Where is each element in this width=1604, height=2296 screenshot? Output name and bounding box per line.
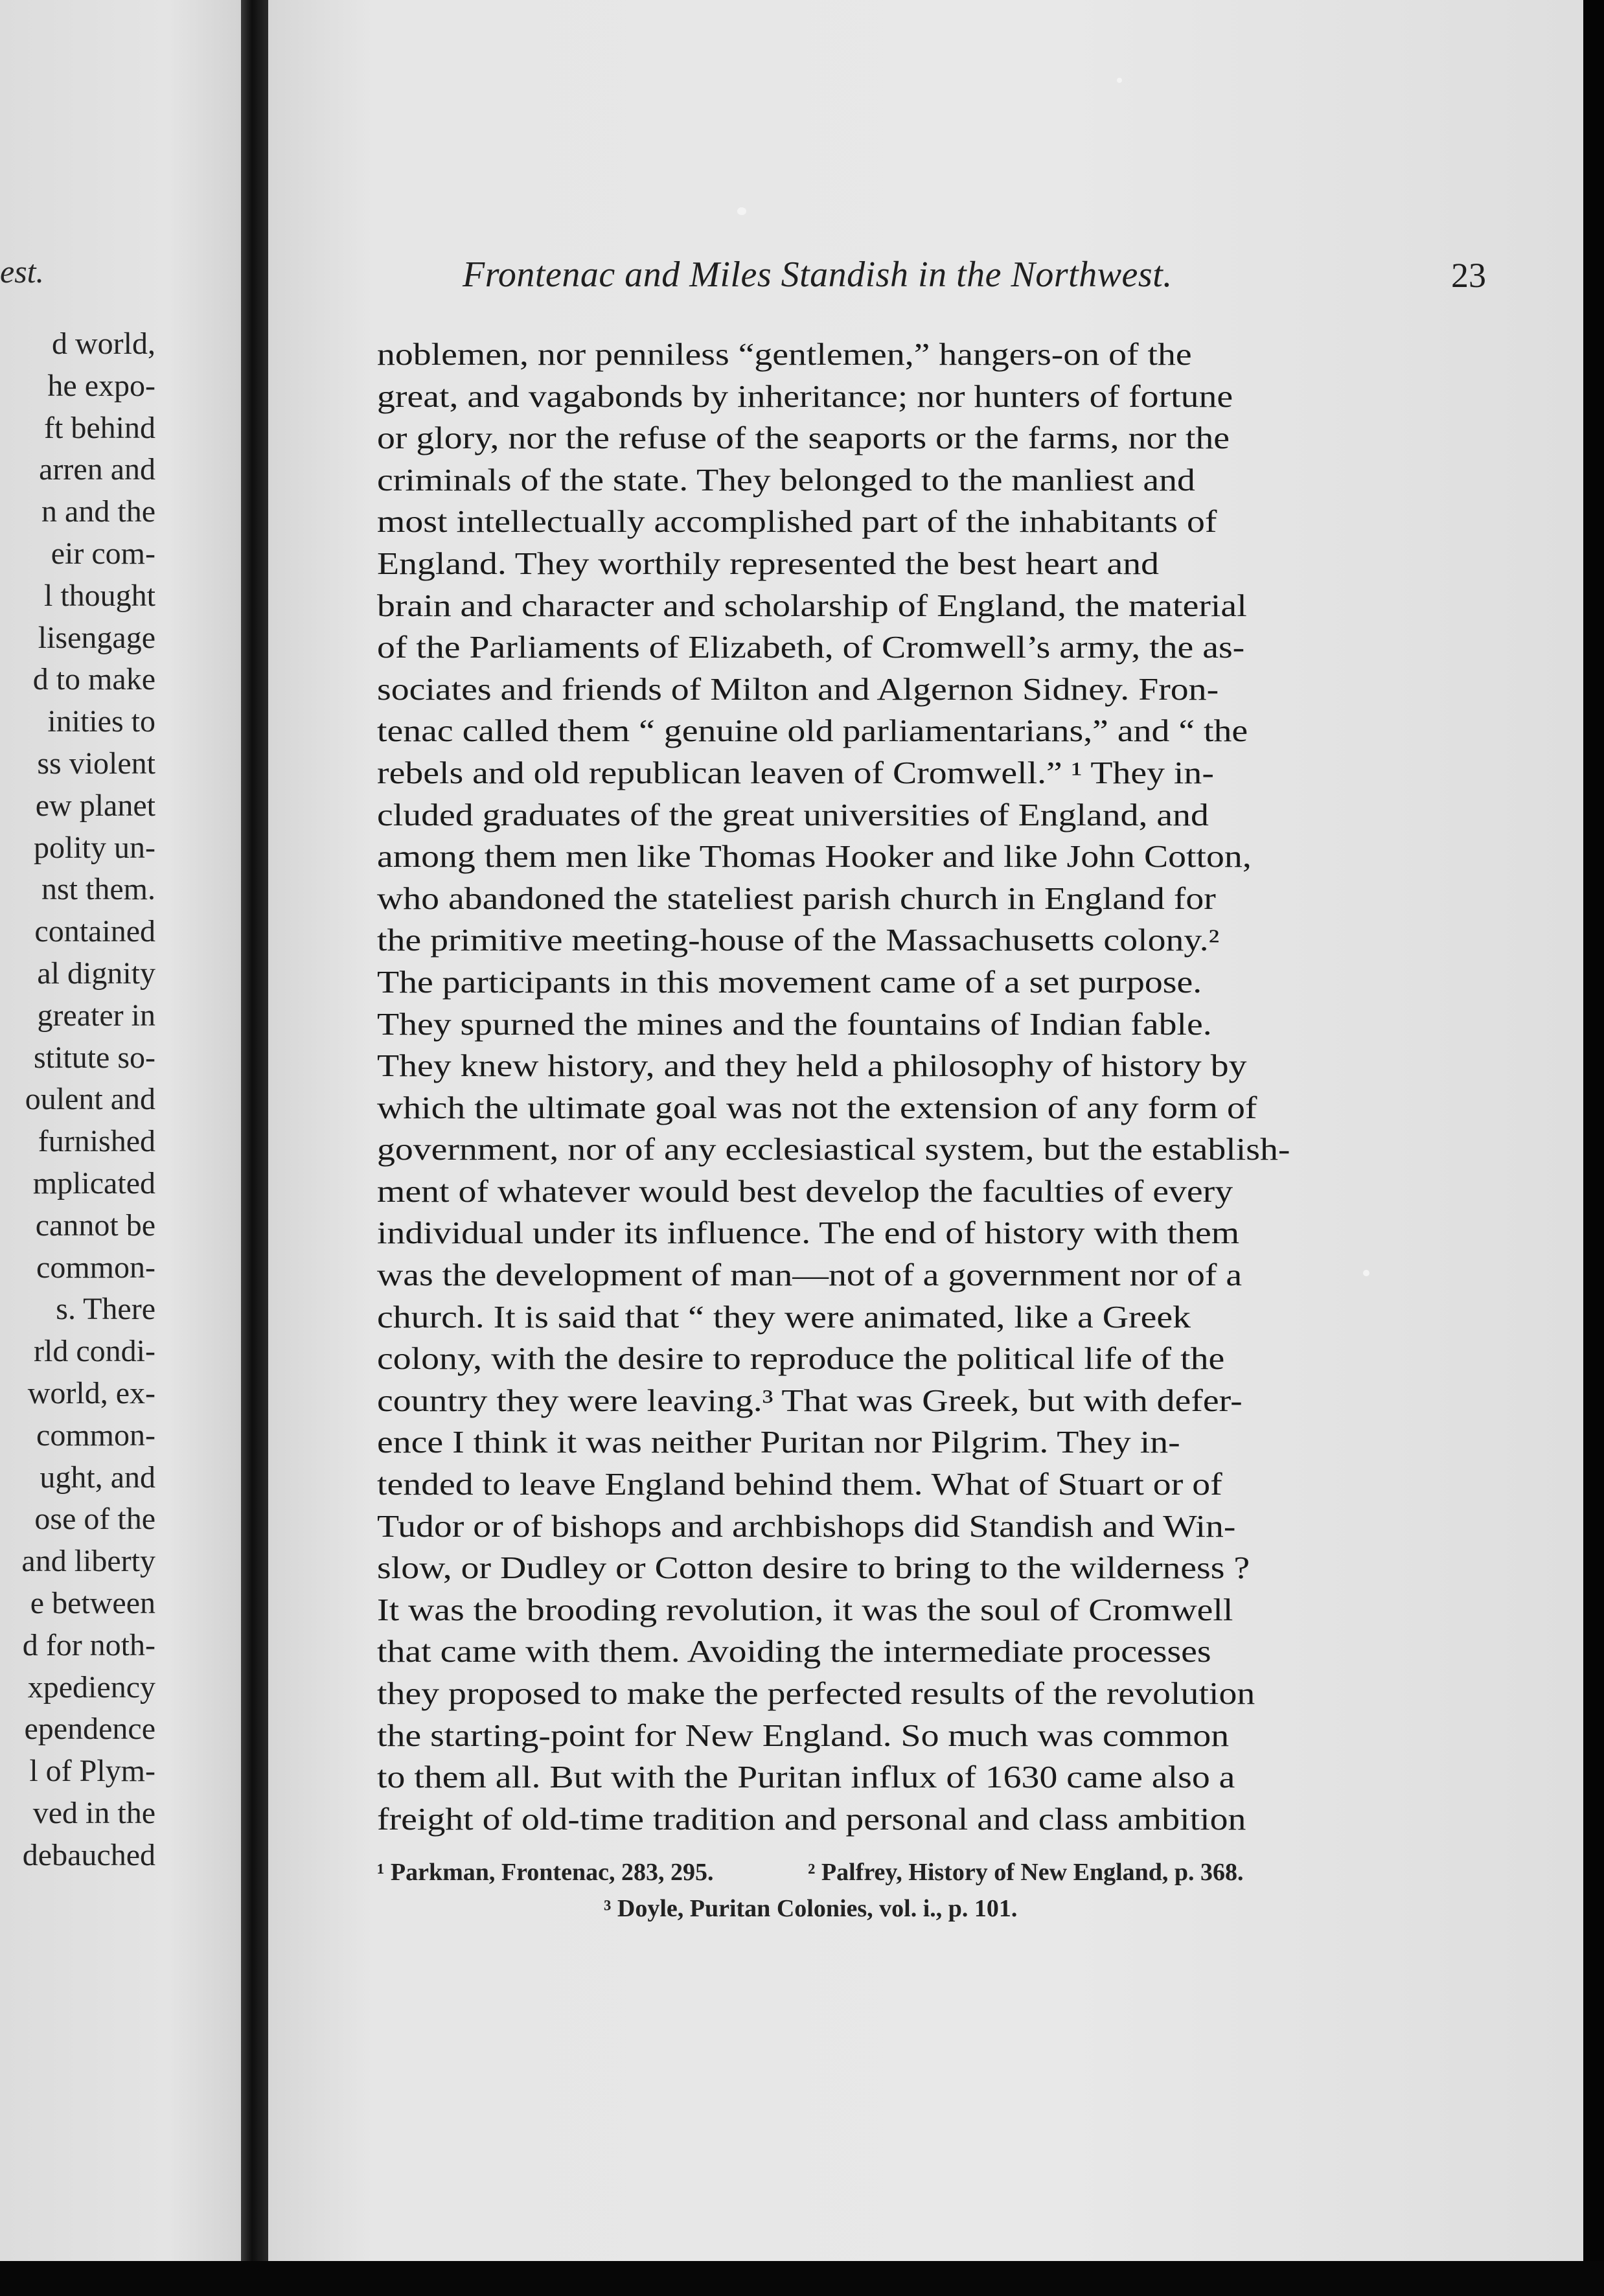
body-line: [377, 376, 1583, 419]
body-line: [377, 1046, 1583, 1088]
left-text-fragment: d for noth-: [22, 1627, 155, 1662]
body-line: [377, 878, 1583, 921]
body-line: [377, 1338, 1583, 1381]
body-line-text: noblemen, nor penniless “gentlemen,” hangers-on of the: [377, 338, 1192, 372]
left-text-fragment: inities to: [47, 704, 155, 739]
body-line-text: tenac called them “ genuine old parliamentarians,” and “ the: [377, 714, 1248, 749]
left-text-fragment: ew planet: [35, 788, 155, 823]
left-text-fragment: xpediency: [27, 1670, 155, 1705]
body-line: [377, 1757, 1583, 1799]
left-text-fragment: mplicated: [32, 1165, 155, 1200]
body-line-text: England. They worthily represented the best heart and: [377, 546, 1160, 581]
left-text-fragment: ught, and: [40, 1460, 155, 1495]
body-line: [377, 962, 1583, 1004]
footnote-row: [377, 1858, 1583, 1894]
left-text-fragment: contained: [34, 914, 155, 949]
body-line-text: ment of whatever would best develop the faculties of every: [377, 1174, 1233, 1209]
body-line: [377, 1799, 1583, 1841]
body-line: [377, 586, 1583, 628]
body-line-text: most intellectually accomplished part of the inhabitants of: [377, 505, 1217, 540]
left-text-fragment: world, ex-: [27, 1375, 155, 1410]
body-line-text: great, and vagabonds by inheritance; nor hunters of fortune: [377, 379, 1233, 414]
body-line: [377, 795, 1583, 837]
body-line: [377, 1716, 1583, 1758]
body-line: [377, 711, 1583, 753]
body-line-text: ence I think it was neither Puritan nor Pilgrim. They in-: [377, 1425, 1180, 1460]
left-running-head-fragment: est.: [0, 253, 45, 290]
body-line: [377, 460, 1583, 502]
left-text-fragment: d to make: [32, 662, 155, 697]
left-text-fragment: eir com-: [51, 536, 155, 571]
left-text-fragment: cannot be: [35, 1208, 155, 1243]
left-text-fragment: s. There: [56, 1292, 155, 1327]
body-line: [377, 1213, 1583, 1255]
left-text-fragment: debauched: [22, 1837, 155, 1872]
left-text-fragment: rld condi-: [34, 1334, 155, 1369]
left-text-fragment: lisengage: [38, 620, 155, 655]
left-text-fragment: ved in the: [32, 1795, 155, 1830]
body-line-text: slow, or Dudley or Cotton desire to bring to the wilderness ?: [377, 1551, 1250, 1586]
body-line: [377, 334, 1583, 376]
body-line-text: brain and character and scholarship of England, the material: [377, 588, 1247, 623]
body-line-text: to them all. But with the Puritan influx of 1630 came also a: [377, 1760, 1235, 1795]
footnotes: [377, 1858, 1583, 1931]
left-text-fragment: d world,: [52, 327, 155, 361]
left-text-fragment: stitute so-: [34, 1040, 155, 1075]
body-line-text: the starting-point for New England. So much was common: [377, 1718, 1230, 1753]
body-line-text: They spurned the mines and the fountains of Indian fable.: [377, 1007, 1212, 1042]
body-line-text: the primitive meeting-house of the Massachusetts colony.²: [377, 923, 1220, 958]
body-line: [377, 1590, 1583, 1632]
scan-bottom-border: [0, 2261, 1604, 2296]
body-line-text: which the ultimate goal was not the extension of any form of: [377, 1090, 1257, 1125]
left-text-fragment: al dignity: [37, 956, 155, 991]
right-page: [268, 0, 1583, 2261]
body-line: [377, 1171, 1583, 1213]
left-facing-page: [0, 0, 241, 2261]
body-line-text: The participants in this movement came of a set purpose.: [377, 965, 1202, 1000]
body-line: [377, 920, 1583, 962]
body-line: [377, 753, 1583, 795]
body-line: [377, 627, 1583, 669]
left-text-fragment: ss violent: [37, 746, 155, 781]
body-line-text: country they were leaving.³ That was Greek, but with defer-: [377, 1383, 1243, 1418]
body-line: [377, 1004, 1583, 1046]
footnote-1: ¹ Parkman, Frontenac, 283, 295.: [377, 1859, 714, 1886]
left-text-fragment: and liberty: [21, 1544, 155, 1579]
body-line: [377, 1129, 1583, 1171]
running-head-title: Frontenac and Miles Standish in the Northwest.: [463, 255, 1173, 295]
scan-speck: [1363, 1270, 1369, 1276]
left-text-fragment: furnished: [38, 1124, 155, 1159]
body-line-text: colony, with the desire to reproduce the political life of the: [377, 1342, 1225, 1377]
body-line-text: was the development of man—not of a government nor of a: [377, 1258, 1243, 1293]
body-line: [377, 1381, 1583, 1423]
left-text-fragment: e between: [30, 1585, 155, 1620]
body-line: [377, 1464, 1583, 1506]
body-line-text: Tudor or of bishops and archbishops did Standish and Win-: [377, 1509, 1236, 1544]
body-line: [377, 1506, 1583, 1548]
body-text: [377, 334, 1583, 1841]
body-line-text: It was the brooding revolution, it was the soul of Cromwell: [377, 1592, 1233, 1627]
body-line-text: rebels and old republican leaven of Cromwell.” ¹ They in-: [377, 755, 1214, 790]
body-line-text: among them men like Thomas Hooker and like John Cotton,: [377, 840, 1252, 875]
scan-right-border: [1583, 0, 1604, 2296]
body-line-text: church. It is said that “ they were animated, like a Greek: [377, 1300, 1191, 1335]
body-line-text: they proposed to make the perfected results of the revolution: [377, 1677, 1255, 1711]
footnote-2: ² Palfrey, History of New England, p. 368.: [808, 1859, 1244, 1886]
left-text-fragment: n and the: [41, 494, 155, 529]
left-text-fragment: oulent and: [25, 1082, 155, 1117]
body-line: [377, 1673, 1583, 1716]
body-line-text: individual under its influence. The end of history with them: [377, 1216, 1240, 1251]
body-line: [377, 544, 1583, 586]
body-line: [377, 418, 1583, 460]
body-line: [377, 1297, 1583, 1339]
body-line-text: sociates and friends of Milton and Algernon Sidney. Fron-: [377, 672, 1219, 707]
running-head: [463, 254, 1486, 299]
body-line-text: government, nor of any ecclesiastical system, but the establish-: [377, 1132, 1290, 1167]
book-gutter: [241, 0, 268, 2261]
body-line: [377, 1088, 1583, 1130]
body-line-text: that came with them. Avoiding the intermediate processes: [377, 1635, 1211, 1670]
body-line-text: They knew history, and they held a philosophy of history by: [377, 1049, 1247, 1084]
scan-speck: [737, 207, 746, 215]
body-line-text: who abandoned the stateliest parish church in England for: [377, 881, 1216, 916]
body-line: [377, 1255, 1583, 1297]
body-line: [377, 501, 1583, 544]
body-line-text: criminals of the state. They belonged to the manliest and: [377, 463, 1195, 498]
body-line-text: cluded graduates of the great universities of England, and: [377, 798, 1209, 832]
left-text-fragment: greater in: [37, 998, 155, 1033]
left-text-fragment: common-: [36, 1250, 155, 1285]
left-text-fragment: he expo-: [47, 368, 155, 403]
left-text-fragment: ependence: [24, 1712, 155, 1747]
left-text-fragment: l of Plym-: [29, 1754, 155, 1789]
body-line-text: of the Parliaments of Elizabeth, of Cromwell’s army, the as-: [377, 630, 1245, 665]
left-text-fragment: polity un-: [34, 830, 155, 865]
left-text-fragment: ose of the: [34, 1502, 155, 1537]
left-text-fragment: nst them.: [41, 872, 155, 907]
body-line: [377, 836, 1583, 878]
left-text-fragment: l thought: [43, 578, 155, 613]
left-text-fragment: ft behind: [44, 410, 155, 445]
page-number: 23: [1451, 256, 1486, 295]
body-line-text: or glory, nor the refuse of the seaports or the farms, nor the: [377, 421, 1230, 456]
footnote-3: ³ Doyle, Puritan Colonies, vol. i., p. 101.: [604, 1895, 1018, 1922]
body-line-text: tended to leave England behind them. What of Stuart or of: [377, 1467, 1222, 1502]
body-line: [377, 669, 1583, 711]
left-text-fragment: arren and: [39, 452, 155, 487]
body-line-text: freight of old-time tradition and personal and class ambition: [377, 1802, 1246, 1837]
body-line: [377, 1548, 1583, 1590]
footnote-row: [377, 1894, 1583, 1931]
body-line: [377, 1422, 1583, 1464]
left-page-text-fragments: [21, 323, 155, 1876]
scan-speck: [1117, 78, 1122, 83]
left-text-fragment: common-: [36, 1418, 155, 1452]
body-line: [377, 1631, 1583, 1673]
